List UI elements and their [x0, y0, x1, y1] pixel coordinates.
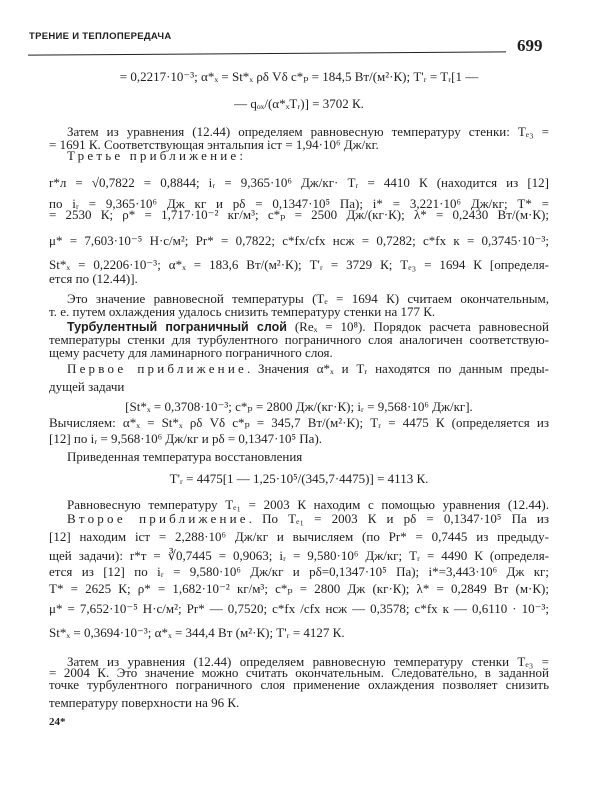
text-line: = 2004 К. Это значение можно считать окончательным. Следовательно, в заданной: [49, 665, 549, 680]
page-number: 699: [517, 36, 543, 55]
equation-line: T'ᵣ = 4475[1 — 1,25·10⁵/(345,7·4475)] = 4113 К.: [169, 471, 429, 486]
text-line: щему расчету для ламинарного пограничного слоя.: [49, 345, 333, 360]
equation-line: = 0,2217·10⁻³; α*ₓ = St*ₓ ρδ Vδ c*ₚ = 184,5 Вт/(м²·К); T'ᵣ = Tᵣ[1 —: [119, 69, 479, 84]
section-heading-spaced: Первое приближение: [67, 361, 247, 376]
equation-line: Вычисляем: α*ₓ = St*ₓ ρδ Vδ c*ₚ = 345,7 Вт/(м²·К); Tᵣ = 4475 К (определяется из: [49, 415, 549, 430]
text-line: т. е. путем охлаждения удалось снизить температуру стенки на 177 К.: [49, 304, 436, 319]
equation-line: St*ₓ = 0,2206·10⁻³; α*ₓ = 183,6 Вт/(м²·К); T'ᵣ = 3729 К; Tₑ₃ = 1694 К [определя-: [49, 257, 549, 272]
text-line: точке турбулентного пограничного слоя применение охлаждения позволяет снизить: [49, 677, 549, 692]
text-line: ется по (12.44)].: [49, 271, 138, 286]
text-line: = 1691 К. Соответствующая энтальпия iст = 1,94·10⁶ Дж/кг.: [49, 137, 379, 152]
text-line: [12] находим iст = 2,288·10⁶ Дж/кг и вычисляем (по Pr* = 0,7445 из предыду-: [49, 529, 549, 544]
text-span: (Reₓ = 10⁸). Порядок расчета равновесной: [286, 319, 550, 334]
text-span: . Значения α*ₓ и Tᵣ находятся по данным преды-: [246, 361, 549, 376]
equation-line: [St*ₓ = 0,3708·10⁻³; c*ₚ = 2800 Дж/(кг·К); iᵣ = 9,568·10⁶ Дж/кг].: [125, 399, 473, 414]
text-line: температуры стенки для турбулентного пограничного слоя аналогичен соответствую-: [49, 332, 549, 347]
text-line: [67, 361, 549, 376]
text-line: Приведенная температура восстановления: [67, 449, 303, 464]
equation-line: щей задачи): r*т = ∛0,7445 = 0,9063; iᵣ = 9,580·10⁶ Дж/кг; Tᵣ = 4490 К (определя-: [49, 548, 549, 563]
text-line: дущей задачи: [49, 379, 125, 394]
equation-line: St*ₓ = 0,3694·10⁻³; α*ₓ = 344,4 Вт (м²·К); T'ᵣ = 4127 К.: [49, 625, 345, 640]
equation-line: μ* = 7,652·10⁻⁵ Н·с/м²; Pr* — 0,7520; c*fx /cfx нсж — 0,3578; c*fx к — 0,6110 · 10⁻³;: [49, 601, 549, 616]
equation-line: r*л = √0,7822 = 0,8844; iᵣ = 9,365·10⁶ Дж/кг· Tᵣ = 4410 К (находится из [12]: [49, 175, 549, 190]
equation-line: T* = 2625 К; ρ* = 1,682·10⁻² кг/м³; c*ₚ = 2800 Дж (кг·К); λ* = 0,2849 Вт (м·К);: [49, 581, 549, 596]
header-rule: [28, 51, 506, 55]
section-heading-spaced: Второе приближение: [67, 511, 249, 526]
running-title: ТРЕНИЕ И ТЕПЛОПЕРЕДАЧА: [29, 31, 172, 42]
text-line: Равновесную температуру Tₑ₁ = 2003 К находим с помощью уравнения (12.44).: [67, 497, 549, 512]
section-heading-bold: Турбулентный пограничный слой: [67, 320, 287, 334]
signature-mark: 24*: [49, 716, 66, 728]
text-span: . По Tₑ₁ = 2003 К и pδ = 0,1347·10⁵ Па из: [248, 511, 549, 526]
text-line: Это значение равновесной температуры (Tₑ = 1694 К) считаем окончательным,: [67, 291, 549, 306]
text-line: температуру поверхности на 96 К.: [49, 695, 240, 710]
equation-line: = 2530 К; ρ* = 1,717·10⁻² кг/м³; c*ₚ = 2500 Дж/(кг·К); λ* = 0,2430 Вт/(м·К);: [49, 207, 549, 222]
section-heading: Третье приближение:: [67, 148, 247, 163]
text-line: Затем из уравнения (12.44) определяем равновесную температуру стенки: Tₑ₃ =: [67, 124, 549, 139]
text-line: [12] по iᵣ = 9,568·10⁶ Дж/кг и pδ = 0,1347·10⁵ Па).: [49, 431, 323, 446]
text-line: Затем из уравнения (12.44) определяем равновесную температуру стенки Tₑ₃ =: [67, 654, 549, 669]
equation-line: ется из [12] по iᵣ = 9,580·10⁶ Дж/кг и pδ=0,1347·10⁵ Па); i*=3,443·10⁶ Дж кг;: [49, 564, 549, 579]
equation-line: μ* = 7,603·10⁻⁵ Н·с/м²; Pr* = 0,7822; c*fx/cfx нсж = 0,7282; c*fx к = 0,3745·10⁻³;: [49, 233, 549, 248]
text-line: [67, 511, 549, 526]
equation-line: по iᵣ = 9,365·10⁶ Дж кг и pδ = 0,1347·10⁵ Па); i* = 3,221·10⁶ Дж/кг; T* =: [49, 196, 549, 211]
equation-line: — qₒₓ/(α*ₓTᵣ)] = 3702 К.: [234, 96, 364, 111]
